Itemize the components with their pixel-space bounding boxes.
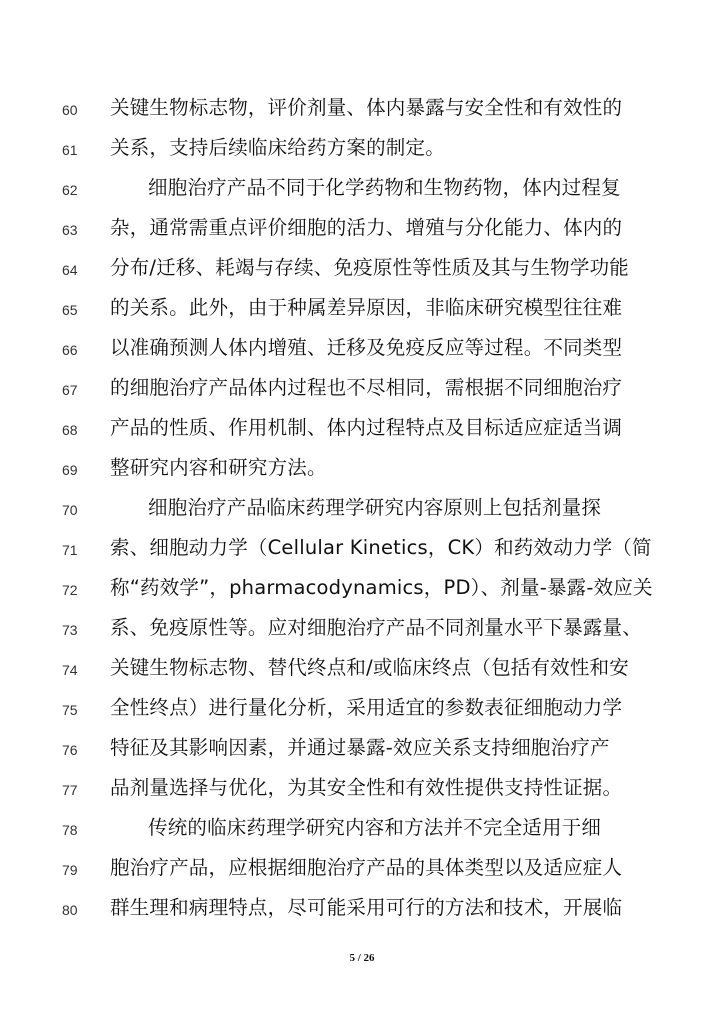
text-line xyxy=(0,810,724,850)
line-number: 62 xyxy=(62,182,78,198)
page-number: 5 / 26 xyxy=(349,952,375,964)
text-line xyxy=(0,770,724,810)
line-number: 75 xyxy=(62,702,78,718)
line-text: 整研究内容和研究方法。 xyxy=(110,456,327,479)
line-text: 细胞治疗产品临床药理学研究内容原则上包括剂量探 xyxy=(148,496,602,519)
line-number: 61 xyxy=(62,142,78,158)
line-number: 66 xyxy=(62,342,78,358)
text-line xyxy=(0,90,724,130)
text-line xyxy=(0,330,724,370)
line-number: 74 xyxy=(62,662,78,678)
line-text: 系、免疫原性等。应对细胞治疗产品不同剂量水平下暴露量、 xyxy=(110,616,642,639)
line-number: 67 xyxy=(62,382,78,398)
text-line xyxy=(0,730,724,770)
text-line xyxy=(0,690,724,730)
line-text: 分布/迁移、耗竭与存续、免疫原性等性质及其与生物学功能 xyxy=(110,256,629,279)
line-text: 传统的临床药理学研究内容和方法并不完全适用于细 xyxy=(148,816,602,839)
line-text: 关键生物标志物，评价剂量、体内暴露与安全性和有效性的 xyxy=(110,96,623,119)
text-line xyxy=(0,170,724,210)
line-number: 64 xyxy=(62,262,78,278)
text-line xyxy=(0,370,724,410)
line-number: 60 xyxy=(62,102,78,118)
text-line xyxy=(0,410,724,450)
line-number: 76 xyxy=(62,742,78,758)
text-line xyxy=(0,250,724,290)
line-number: 80 xyxy=(62,902,78,918)
line-number: 63 xyxy=(62,222,78,238)
line-text: 群生理和病理特点，尽可能采用可行的方法和技术，开展临 xyxy=(110,896,623,919)
line-text: 的细胞治疗产品体内过程也不尽相同，需根据不同细胞治疗 xyxy=(110,376,623,399)
line-number: 79 xyxy=(62,862,78,878)
line-text: 品剂量选择与优化，为其安全性和有效性提供支持性证据。 xyxy=(110,776,623,799)
line-number: 71 xyxy=(62,542,78,558)
text-line xyxy=(0,650,724,690)
line-number: 65 xyxy=(62,302,78,318)
line-text: 以准确预测人体内增殖、迁移及免疫反应等过程。不同类型 xyxy=(110,336,623,359)
text-line xyxy=(0,490,724,530)
line-number: 73 xyxy=(62,622,78,638)
line-text: 索、细胞动力学（Cellular Kinetics，CK）和药效动力学（简 xyxy=(110,536,652,559)
text-line xyxy=(0,450,724,490)
line-text: 关键生物标志物、替代终点和/或临床终点（包括有效性和安 xyxy=(110,656,629,679)
line-text: 细胞治疗产品不同于化学药物和生物药物，体内过程复 xyxy=(148,176,621,199)
text-line xyxy=(0,890,724,930)
line-number: 70 xyxy=(62,502,78,518)
line-text: 特征及其影响因素，并通过暴露-效应关系支持细胞治疗产 xyxy=(110,736,610,759)
text-line xyxy=(0,210,724,250)
line-text: 称“药效学”，pharmacodynamics，PD）、剂量-暴露-效应关 xyxy=(110,576,653,599)
line-text: 杂，通常需重点评价细胞的活力、增殖与分化能力、体内的 xyxy=(110,216,623,239)
text-line xyxy=(0,570,724,610)
line-number: 68 xyxy=(62,422,78,438)
text-line xyxy=(0,530,724,570)
line-number: 77 xyxy=(62,782,78,798)
line-number: 69 xyxy=(62,462,78,478)
line-text: 的关系。此外，由于种属差异原因，非临床研究模型往往难 xyxy=(110,296,623,319)
text-line xyxy=(0,130,724,170)
line-text: 胞治疗产品，应根据细胞治疗产品的具体类型以及适应症人 xyxy=(110,856,623,879)
line-number: 78 xyxy=(62,822,78,838)
line-text: 全性终点）进行量化分析，采用适宜的参数表征细胞动力学 xyxy=(110,696,623,719)
text-line xyxy=(0,850,724,890)
line-text: 产品的性质、作用机制、体内过程特点及目标适应症适当调 xyxy=(110,416,623,439)
line-number: 72 xyxy=(62,582,78,598)
text-line xyxy=(0,610,724,650)
text-line xyxy=(0,290,724,330)
line-text: 关系，支持后续临床给药方案的制定。 xyxy=(110,136,445,159)
